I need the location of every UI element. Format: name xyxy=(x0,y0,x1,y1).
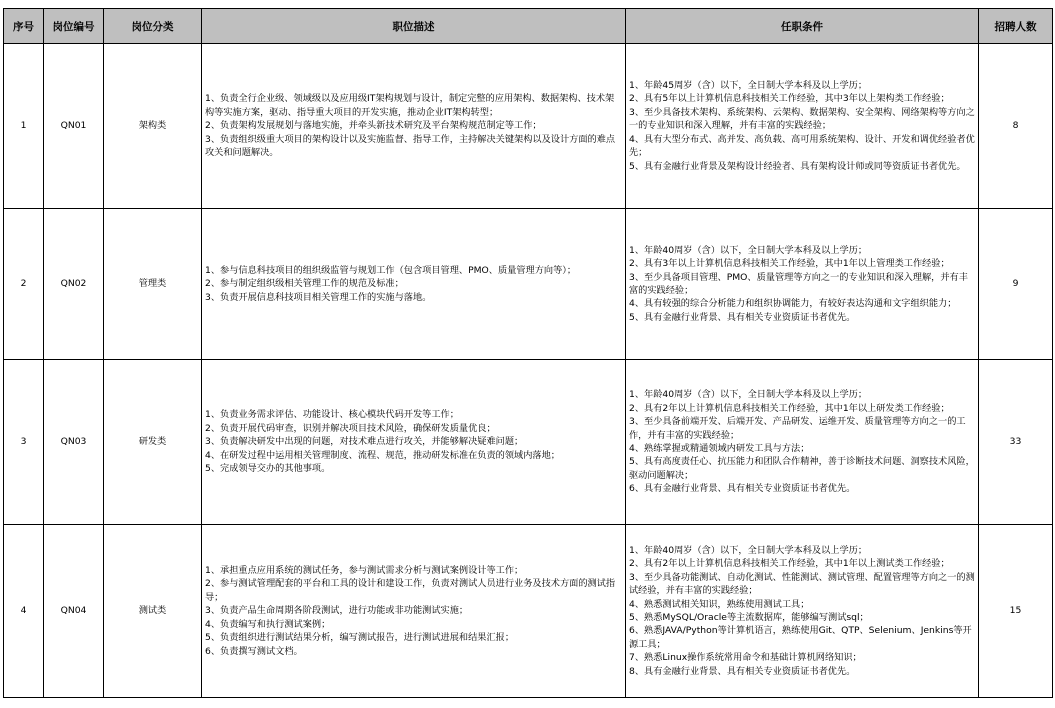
description-cell xyxy=(202,209,626,360)
requirement-line: 3、至少具备技术架构、系统架构、云架构、数据架构、安全架构、网络架构等方向之一的专业知识和深入理解，并有丰富的实践经验； xyxy=(629,106,975,132)
requirement-line: 3、至少具备前端开发、后端开发、产品研发、运维开发、质量管理等方向之一的工作，并有丰富的实践经验； xyxy=(629,416,966,441)
description-line: 3、负责开展信息科技项目相关管理工作的实施与落地。 xyxy=(205,291,432,303)
requirement-line: 7、熟悉Linux操作系统常用命令和基础计算机网络知识； xyxy=(629,652,862,664)
header-code: 岗位编号 xyxy=(44,9,104,44)
code-cell: QN02 xyxy=(44,209,104,360)
seq-cell: 2 xyxy=(4,209,44,360)
category-cell: 管理类 xyxy=(104,209,202,360)
requirement-line: 6、熟悉JAVA/Python等计算机语言，熟练使用Git、QTP、Selenium、Jenkins等开源工具； xyxy=(629,625,972,650)
description-line: 5、完成领导交办的其他事项。 xyxy=(205,463,331,475)
category-cell: 架构类 xyxy=(104,44,202,209)
code-cell: QN01 xyxy=(44,44,104,209)
requirement-line: 3、至少具备功能测试、自动化测试、性能测试、测试管理、配置管理等方向之一的测试经验，并有丰富的实践经验； xyxy=(629,571,975,597)
requirements-cell xyxy=(626,525,979,698)
requirement-line: 1、年龄40周岁（含）以下，全日制大学本科及以上学历； xyxy=(629,544,868,556)
job-table-container xyxy=(3,8,1053,698)
category-cell: 测试类 xyxy=(104,525,202,698)
requirement-line: 2、具有3年以上计算机信息科技相关工作经验，其中1年以上管理类工作经验； xyxy=(629,258,950,270)
requirement-line: 3、至少具备项目管理、PMO、质量管理等方向之一的专业知识和深入理解，并有丰富的实践经验； xyxy=(629,271,968,296)
requirement-line: 5、具有金融行业背景及架构设计经验者、具有架构设计师或同等资质证书者优先。 xyxy=(629,160,966,172)
requirement-line: 5、熟悉MySQL/Oracle等主流数据库，能够编写测试sql； xyxy=(629,612,869,623)
count-cell: 33 xyxy=(979,360,1053,525)
table-row xyxy=(4,525,1053,698)
requirement-line: 4、熟练掌握或精通领域内研发工具与方法； xyxy=(629,443,810,454)
table-row xyxy=(4,209,1053,360)
requirement-line: 2、具有2年以上计算机信息科技相关工作经验，其中1年以上研发类工作经验； xyxy=(629,402,950,414)
job-table xyxy=(3,8,1053,698)
description-line: 6、负责撰写测试文档。 xyxy=(205,645,303,657)
requirement-line: 4、具有大型分布式、高并发、高负载、高可用系统架构、设计、开发和调优经验者优先； xyxy=(629,133,975,159)
requirements-cell xyxy=(626,360,979,525)
requirement-line: 4、熟悉测试相关知识，熟练使用测试工具； xyxy=(629,598,810,610)
requirement-line: 5、具有金融行业背景、具有相关专业资质证书者优先。 xyxy=(629,311,856,323)
table-row xyxy=(4,360,1053,525)
seq-cell: 4 xyxy=(4,525,44,698)
requirement-line: 1、年龄40周岁（含）以下，全日制大学本科及以上学历； xyxy=(629,389,868,401)
description-line: 2、参与测试管理配套的平台和工具的设计和建设工作，负责对测试人员进行业务及技术方面的测试指导； xyxy=(205,578,616,603)
table-row xyxy=(4,44,1053,209)
code-cell: QN03 xyxy=(44,360,104,525)
description-line: 3、负责组织级重大项目的架构设计以及实施监督、指导工作，主持解决关键架构以及设计方面的难点攻关和问题解决。 xyxy=(205,133,616,159)
description-line: 2、负责开展代码审查，识别并解决项目技术风险，确保研发质量优良； xyxy=(205,422,496,434)
requirement-line: 2、具有2年以上计算机信息科技相关工作经验，其中1年以上测试类工作经验； xyxy=(629,558,950,570)
code-cell: QN04 xyxy=(44,525,104,698)
header-description: 职位描述 xyxy=(202,9,626,44)
seq-cell: 1 xyxy=(4,44,44,209)
requirement-line: 1、年龄45周岁（含）以下，全日制大学本科及以上学历； xyxy=(629,80,868,92)
header-category: 岗位分类 xyxy=(104,9,202,44)
description-line: 1、负责业务需求评估、功能设计、核心模块代码开发等工作； xyxy=(205,409,459,421)
header-row xyxy=(4,9,1053,44)
count-cell: 8 xyxy=(979,44,1053,209)
description-cell xyxy=(202,360,626,525)
requirements-cell xyxy=(626,44,979,209)
description-line: 2、参与制定组织级相关管理工作的规范及标准； xyxy=(205,278,404,290)
description-line: 3、负责解决研发中出现的问题，对技术难点进行攻关，并能够解决疑难问题； xyxy=(205,436,524,448)
seq-cell: 3 xyxy=(4,360,44,525)
requirement-line: 4、具有较强的综合分析能力和组织协调能力，有较好表达沟通和文字组织能力； xyxy=(629,298,957,310)
requirements-cell xyxy=(626,209,979,360)
requirement-line: 8、具有金融行业背景、具有相关专业资质证书者优先。 xyxy=(629,665,856,677)
description-line: 5、负责组织进行测试结果分析，编写测试报告，进行测试进展和结果汇报； xyxy=(205,632,515,644)
header-requirements: 任职条件 xyxy=(626,9,979,44)
description-line: 3、负责产品生命周期各阶段测试，进行功能或非功能测试实施； xyxy=(205,605,469,617)
description-line: 1、负责全行企业级、领域级以及应用级IT架构规划与设计，制定完整的应用架构、数据架构、技术架构等实施方案，驱动、指导重大项目的开发实施，推动企业IT架构转型； xyxy=(205,93,615,118)
requirement-line: 1、年龄40周岁（含）以下，全日制大学本科及以上学历； xyxy=(629,244,868,256)
requirement-line: 6、具有金融行业背景、具有相关专业资质证书者优先。 xyxy=(629,483,856,495)
category-cell: 研发类 xyxy=(104,360,202,525)
description-line: 2、负责架构发展规划与落地实施，并牵头新技术研究及平台架构规范制定等工作； xyxy=(205,120,542,132)
header-count: 招聘人数 xyxy=(979,9,1053,44)
description-line: 1、参与信息科技项目的组织级监管与规划工作（包含项目管理、PMO、质量管理方向等）； xyxy=(205,264,577,276)
count-cell: 15 xyxy=(979,525,1053,698)
count-cell: 9 xyxy=(979,209,1053,360)
description-cell xyxy=(202,525,626,698)
requirement-line: 2、具有5年以上计算机信息科技相关工作经验，其中3年以上架构类工作经验； xyxy=(629,93,950,105)
description-line: 1、承担重点应用系统的测试任务，参与测试需求分析与测试案例设计等工作； xyxy=(205,565,524,577)
description-line: 4、负责编写和执行测试案例； xyxy=(205,618,331,630)
requirement-line: 5、具有高度责任心、抗压能力和团队合作精神，善于诊断技术问题、洞察技术风险，驱动问题解决； xyxy=(629,456,975,481)
description-line: 4、在研发过程中运用相关管理制度、流程、规范，推动研发标准在负责的领域内落地； xyxy=(205,449,560,461)
description-cell xyxy=(202,44,626,209)
header-seq: 序号 xyxy=(4,9,44,44)
